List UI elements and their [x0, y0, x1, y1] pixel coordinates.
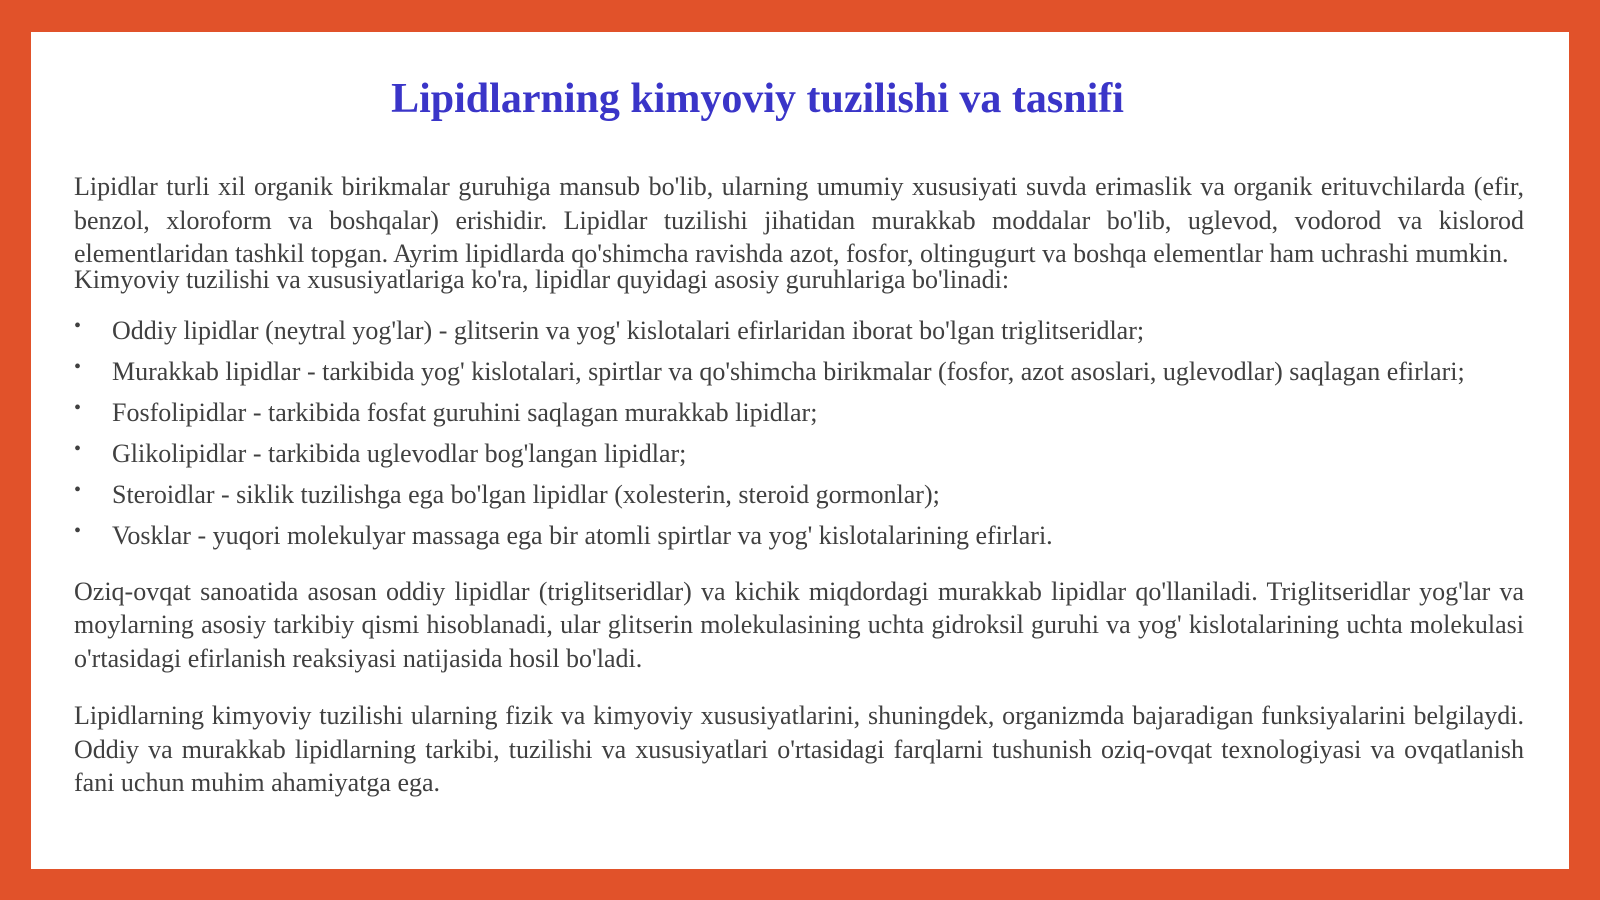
list-item-text: Glikolipidlar - tarkibida uglevodlar bog'langan lipidlar;: [112, 439, 687, 468]
list-item-text: Vosklar - yuqori molekulyar massaga ega bir atomli spirtlar va yog' kislotalarining efirlari.: [112, 521, 1053, 550]
slide-content: [74, 170, 1524, 800]
list-item: [74, 396, 1600, 430]
list-item: [74, 355, 1600, 389]
list-item: [74, 314, 1600, 348]
bullet-icon: •: [74, 520, 82, 542]
bullet-icon: •: [74, 438, 82, 460]
slide-title: Lipidlarning kimyoviy tuzilishi va tasnifi: [391, 76, 1124, 122]
conclusion-paragraph: Lipidlarning kimyoviy tuzilishi ularning fizik va kimyoviy xususiyatlarini, shuningdek, organizmda bajaradigan funksiyalarini belgilaydi. Oddiy va murakkab lipidlarning tarkibi, tuzilishi va xususiyatlari o'rtasidagi farqlarni tushunish oziq-ovqat texnologiyasi va ovqatlanish fani uchun muhim ahamiyatga ega.: [74, 701, 1524, 797]
list-item-text: Steroidlar - siklik tuzilishga ega bo'lgan lipidlar (xolesterin, steroid gormonlar);: [112, 480, 940, 509]
list-item-text: Murakkab lipidlar - tarkibida yog' kislotalari, spirtlar va qo'shimcha birikmalar (fosfor, azot asoslari, uglevodlar) saqlagan efirlari;: [112, 357, 1465, 386]
bullet-icon: •: [74, 397, 82, 419]
list-item: [74, 478, 1600, 512]
lipid-groups-list: [74, 314, 1600, 553]
list-item-text: Oddiy lipidlar (neytral yog'lar) - glitserin va yog' kislotalari efirlaridan iborat bo'lgan triglitseridlar;: [112, 316, 1145, 345]
list-item: [74, 437, 1600, 471]
bullet-icon: •: [74, 315, 82, 337]
slide-page: [31, 32, 1569, 869]
list-item: [74, 519, 1600, 553]
classification-lead: Kimyoviy tuzilishi va xususiyatlariga ko'ra, lipidlar quyidagi asosiy guruhlariga bo'linadi:: [74, 264, 1010, 294]
list-item-text: Fosfolipidlar - tarkibida fosfat guruhini saqlagan murakkab lipidlar;: [112, 398, 818, 427]
bullet-icon: •: [74, 356, 82, 378]
intro-paragraph: Lipidlar turli xil organik birikmalar guruhiga mansub bo'lib, ularning umumiy xususiyati suvda erimaslik va organik erituvchilarda (efir, benzol, xloroform va boshqalar) erishidir. Lipidlar tuzilishi jihatidan murakkab moddalar bo'lib, uglevod, vodorod va kislorod elementlaridan tashkil topgan. Ayrim lipidlarda qo'shimcha ravishda azot, fosfor, oltingugurt va boshqa elementlar ham uchrashi mumkin.: [74, 172, 1524, 268]
food-industry-paragraph: Oziq-ovqat sanoatida asosan oddiy lipidlar (triglitseridlar) va kichik miqdordagi murakkab lipidlar qo'llaniladi. Triglitseridlar yog'lar va moylarning asosiy tarkibiy qismi hisoblanadi, ular glitserin molekulasining uchta gidroksil guruhi va yog' kislotalarining uchta molekulasi o'rtasidagi efirlanish reaksiyasi natijasida hosil bo'ladi.: [74, 576, 1524, 673]
bullet-icon: •: [74, 479, 82, 501]
